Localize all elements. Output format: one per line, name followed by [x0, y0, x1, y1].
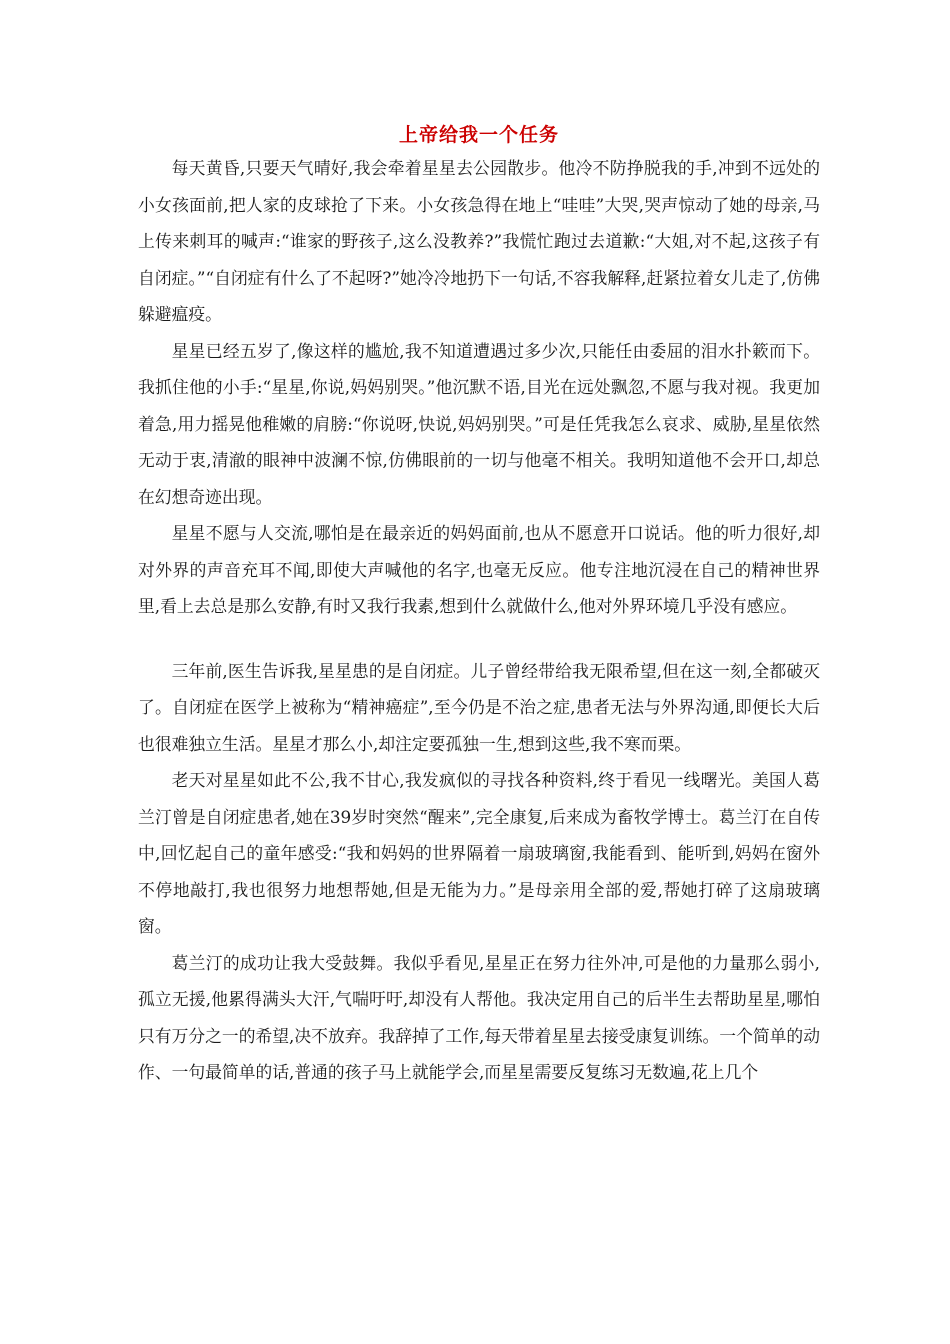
paragraph-4: 三年前,医生告诉我,星星患的是自闭症。儿子曾经带给我无限希望,但在这一刻,全都破灭了。自闭症在医学上被称为“精神癌症”,至今仍是不治之症,患者无法与外界沟通,即便长大后也很难独立生活。星星才那么小,却注定要孤独一生,想到这些,我不寒而栗。: [138, 660, 820, 754]
paragraph-2: 星星已经五岁了,像这样的尴尬,我不知道遭遇过多少次,只能任由委屈的泪水扑簌而下。我抓住他的小手:“星星,你说,妈妈别哭。”他沉默不语,目光在远处飘忽,不愿与我对视。我更加着急,用力摇晃他稚嫩的肩膀:“你说呀,快说,妈妈别哭。”可是任凭我怎么哀求、威胁,星星依然无动于衷,清澈的眼神中波澜不惊,仿佛眼前的一切与他毫不相关。我明知道他不会开口,却总在幻想奇迹出现。: [138, 340, 820, 507]
paragraph-3: 星星不愿与人交流,哪怕是在最亲近的妈妈面前,也从不愿意开口说话。他的听力很好,却对外界的声音充耳不闻,即使大声喊他的名字,也毫无反应。他专注地沉浸在自己的精神世界里,看上去总是那么安静,有时又我行我素,想到什么就做什么,他对外界环境几乎没有感应。: [138, 523, 820, 616]
paragraph-5: 老天对星星如此不公,我不甘心,我发疯似的寻找各种资料,终于看见一线曙光。美国人葛兰汀曾是自闭症患者,她在39岁时突然“醒来”,完全康复,后来成为畜牧学博士。葛兰汀在自传中,回忆起自己的童年感受:“我和妈妈的世界隔着一扇玻璃窗,我能看到、能听到,妈妈在窗外不停地敲打,我也很努力地想帮她,但是无能为力。”是母亲用全部的爱,帮她打碎了这扇玻璃窗。: [138, 770, 820, 936]
paragraph-1: 每天黄昏,只要天气晴好,我会牵着星星去公园散步。他冷不防挣脱我的手,冲到不远处的小女孩面前,把人家的皮球抢了下来。小女孩急得在地上“哇哇”大哭,哭声惊动了她的母亲,马上传来刺耳的喊声:“谁家的野孩子,这么没教养?”我慌忙跑过去道歉:“大姐,对不起,这孩子有自闭症。”“自闭症有什么了不起呀?”她冷冷地扔下一句话,不容我解释,赶紧拉着女儿走了,仿佛躲避瘟疫。: [138, 158, 820, 324]
paragraph-6: 葛兰汀的成功让我大受鼓舞。我似乎看见,星星正在努力往外冲,可是他的力量那么弱小,孤立无援,他累得满头大汗,气喘吁吁,却没有人帮他。我决定用自己的后半生去帮助星星,哪怕只有万分之一的希望,决不放弃。我辞掉了工作,每天带着星星去接受康复训练。一个简单的动作、一句最简单的话,普通的孩子马上就能学会,而星星需要反复练习无数遍,花上几个: [138, 952, 820, 1082]
document-title: 上帝给我一个任务: [398, 124, 559, 146]
document-body: [138, 120, 820, 1091]
